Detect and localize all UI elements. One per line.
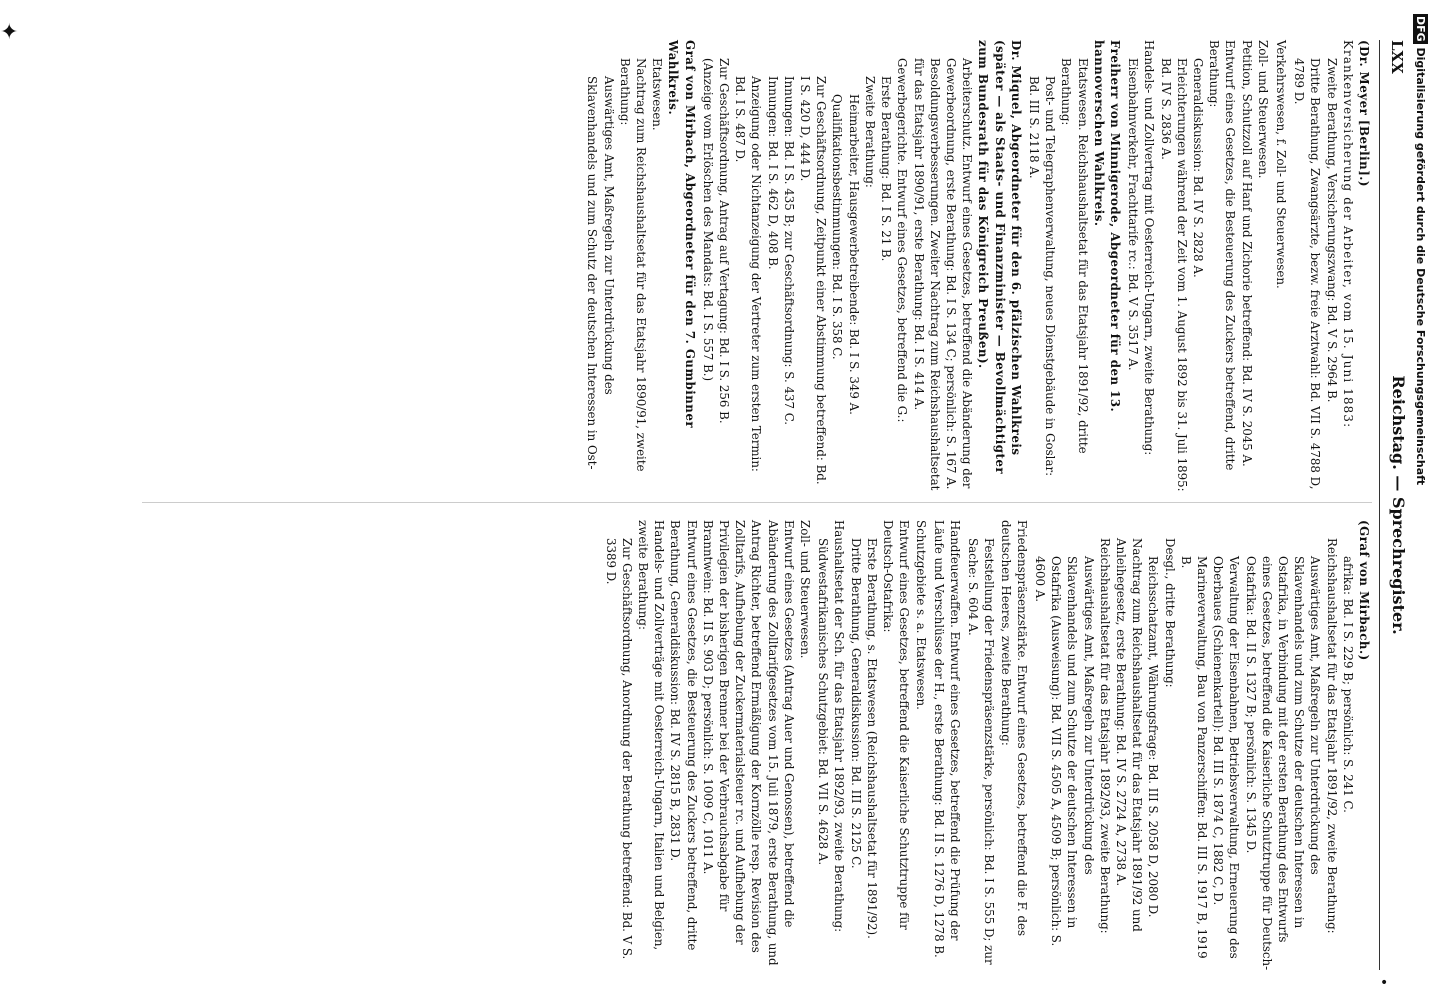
register-line: Reichsschatzamt, Währungsfrage: Bd. III S. 2058 D, 2080 D. bbox=[1146, 556, 1161, 918]
register-line: Zur Geschäftsordnung, Zeitpunkt einer Abstimmung betreffend: Bd. I S. 420 D, 444 D. bbox=[798, 76, 829, 485]
register-entry bbox=[1273, 40, 1289, 492]
register-line: Handels- und Zollverträge mit Oesterreich-Ungarn, Italien und Belgien, zweite Berathung: bbox=[636, 520, 667, 951]
page-number: LXX bbox=[1388, 40, 1406, 74]
register-line: Gewerbegerichte. Entwurf eines Gesetzes, betreffend die G.: bbox=[895, 58, 910, 423]
register-entry bbox=[1291, 40, 1372, 492]
register-line: Erste Berathung, s. Etatswesen (Reichshaushaltsetat für 1891/92). bbox=[864, 538, 879, 939]
register-line: Südwestafrikanisches Schutzgebiet: Bd. VII S. 4628 A. bbox=[816, 538, 831, 866]
running-title: Reichstag. — Sprechregister. bbox=[1389, 375, 1408, 635]
register-line: Auswärtiges Amt, Maßregeln zur Unterdrückung des Sklavenhandels und zum Schutze der deutschen Interessen in Ostafrika (Ausweisung): Bd. VII S. 4505 A, 4509 B; persönlich: S. 4600 A. bbox=[1032, 556, 1096, 947]
register-line: Petition, Schutzzoll auf Hanf und Zichorie betreffend: Bd. IV S. 2045 A. bbox=[1239, 40, 1254, 467]
register-line: afrika: Bd. I S. 229 B; persönlich: S. 241 C. bbox=[1340, 556, 1355, 813]
register-entry bbox=[815, 520, 928, 972]
register-line: Zur Geschäftsordnung, Antrag auf Vertagung: Bd. I S. 256 B. bbox=[717, 58, 732, 424]
register-line: Krankenversicherung der Arbeiter, vom 15. Juni 1883: bbox=[1340, 40, 1355, 429]
register-entry bbox=[931, 520, 963, 972]
register-entry bbox=[584, 40, 697, 492]
register-line: Generaldiskussion: Bd. IV S. 2828 A. bbox=[1190, 58, 1205, 278]
register-line: Entwurf eines Gesetzes, die Besteuerung des Zuckers betreffend, dritte Berathung, Generaldiskussion: Bd. IV S. 2815 B, 2831 D. bbox=[668, 520, 699, 951]
register-entry bbox=[602, 520, 813, 972]
register-line: Desgl., dritte Berathung: bbox=[1162, 538, 1177, 688]
register-line: Auswärtiges Amt, Maßregeln zur Unterdrückung des Sklavenhandels und zum Schutz der deutschen Interessen in Ost- bbox=[585, 76, 616, 470]
register-line: Feststellung der Friedenspräsenzstärke, persönlich: Bd. I S. 555 D; zur Sache: S. 604 A. bbox=[966, 538, 997, 965]
register-line: Zur Geschäftsordnung, Anordnung der Berathung betreffend: Bd. V S. 3389 D. bbox=[603, 538, 634, 960]
register-line: Reichshaushaltsetat für das Etatsjahr 1892/93, zweite Berathung: bbox=[1097, 538, 1112, 934]
register-entry bbox=[1125, 40, 1271, 492]
register-entry bbox=[965, 520, 1030, 972]
register-line: Verkehrswesen, f. Zoll- und Steuerwesen. bbox=[1273, 40, 1288, 289]
register-line: Zweite Berathung, Versicherungszwang: Bd. V S. 2964 B. bbox=[1324, 58, 1339, 403]
register-line: Marineverwaltung, Bau von Panzerschiffen: Bd. III S. 1917 B, 1919 B. bbox=[1178, 556, 1209, 959]
speaker-heading: Graf von Mirbach, Abgeordneter für den 7. Gumbinner Wahlkreis. bbox=[666, 40, 697, 429]
register-line: Nachtrag zum Reichshaushaltsetat für das Etatsjahr 1890/91, zweite Berathung: bbox=[617, 58, 649, 472]
register-line: Entwurf eines Gesetzes, betreffend die Kaiserliche Schutztruppe für Deutsch-Ostafrika: bbox=[881, 520, 912, 930]
register-line: Anzeigung oder Nichtanzeigung der Vertreter zum ersten Termin: Bd. I S. 487 D. bbox=[733, 76, 764, 472]
register-entry bbox=[700, 40, 1024, 492]
register-line: Erleichterungen während der Zeit vom 1. August 1892 bis 31. Juli 1895: Bd. IV S. 2836 A. bbox=[1158, 58, 1189, 492]
header-rule bbox=[1379, 40, 1380, 970]
register-line: (Anzeige vom Erlöschen des Mandats: Bd. I S. 557 B.) bbox=[700, 58, 715, 382]
speaker-heading: Dr. Miquel, Abgeordneter für den 6. pfälzischen Wahlkreis (später — als Staats- und Finanzminister — Bevollmächtigter zum Bundesrath für das Königreich Preußen). bbox=[976, 40, 1023, 475]
register-line: Arbeiterschutz. Entwurf eines Gesetzes, betreffend die Abänderung der Gewerbeordnung, erste Berathung: Bd. I S. 134 C; persönlich: S. 167 A. bbox=[943, 58, 975, 490]
register-line: Entwurf eines Gesetzes, die Besteuerung des Zuckers betreffend, dritte Berathung: bbox=[1207, 40, 1238, 471]
register-line: Dritte Berathung, Zwangsärzte, bezw. freie Arztwahl: Bd. VII S. 4788 D, 4789 D. bbox=[1292, 58, 1323, 490]
dfg-logo: DFG bbox=[1414, 16, 1427, 42]
speaker-heading: Freiherr von Minnigerode, Abgeordneter für den 13. hannoverschen Wahlkreis. bbox=[1091, 40, 1122, 413]
register-line: Besoldungsverbesserungen. Zweiter Nachtrag zum Reichshaushaltsetat für das Etatsjahr 1890/91, erste Berathung: Bd. I S. 414 A. bbox=[911, 58, 942, 491]
scan-corner-mark-icon: ✦ bbox=[0, 20, 19, 45]
register-line: Entwurf eines Gesetzes (Antrag Auer und Genossen), betreffend die Abänderung des Zolltarifgesetzes vom 15. Juli 1879, erste Berathung, und Antrag Richter, betreffend Ermäßigung der Kornzölle resp. Revision des Zolltarifs, Aufhebung der Zuckermaterialsteuer rc. und Aufhebung der Privilegien der bisherigen Brenner bei der Verbrauchsabgabe für Branntwein: Bd. II S. 903 D; persönlich: S. 1009 C, 1011 A. bbox=[700, 520, 796, 966]
register-line: Auswärtiges Amt, Maßregeln zur Unterdrückung des Sklavenhandels und zum Schutze der deutschen Interessen in Ostafrika, in Verbindung mit der ersten Berathung des Entwurfs eines Gesetzes, betreffend die Kaiserliche Schutztruppe für Deutsch-Ostafrika: Bd. II S. 1327 B; persönlich: S. 1345 D. bbox=[1243, 556, 1323, 971]
register-line: Etatswesen. bbox=[650, 58, 665, 131]
scan-speck-icon: • bbox=[1380, 975, 1389, 991]
register-line: Verwaltung der Eisenbahnen, Betriebsverwaltung, Erneuerung des Oberbaues (Schienenkartell): Bd. III S. 1874 C, 1882 C, D. bbox=[1211, 556, 1242, 959]
register-line: Zweite Berathung: bbox=[862, 76, 877, 188]
register-line: Etatswesen. Reichshaushaltsetat für das Etatsjahr 1891/92, dritte Berathung: bbox=[1059, 58, 1090, 454]
register-line: Handels- und Zollvertrag mit Oesterreich-Ungarn, zweite Berathung: bbox=[1142, 40, 1157, 456]
register-line: Heimarbeiter, Hausgewerbetreibende: Bd. I S. 349 A. bbox=[846, 94, 861, 415]
register-line: Friedenspräsenzstärke. Entwurf eines Gesetzes, betreffend die F. des deutschen Heeres, zweite Berathung: bbox=[998, 520, 1029, 937]
register-line: Qualifikationsbestimmungen: Bd. I S. 358 C. bbox=[830, 94, 845, 360]
register-line: Zoll- und Steuerwesen. bbox=[1255, 40, 1270, 179]
register-entry bbox=[1032, 520, 1372, 972]
register-entry bbox=[1026, 40, 1123, 492]
column-divider bbox=[142, 502, 1372, 503]
register-line: Dritte Berathung, Generaldiskussion: Bd. III S. 2125 C. bbox=[848, 538, 863, 869]
register-line: Reichshaushaltsetat für das Etatsjahr 1891/92, zweite Berathung: bbox=[1324, 538, 1339, 934]
register-line: Post- und Telegraphenverwaltung, neues Dienstgebäude in Goslar: Bd. III S. 2118 A. bbox=[1026, 76, 1058, 477]
digitization-margin bbox=[1400, 0, 1432, 1000]
right-column bbox=[600, 520, 1372, 972]
left-column bbox=[582, 40, 1372, 492]
register-line: (Graf von Mirbach.) bbox=[1357, 520, 1371, 661]
register-line: Zoll- und Steuerwesen. bbox=[798, 520, 813, 659]
digitization-note bbox=[1404, 10, 1428, 990]
register-line: (Dr. Meyer [Berlin].) bbox=[1357, 40, 1371, 187]
register-line: Handfeuerwaffen. Entwurf eines Gesetzes, betreffend die Prüfung der Läufe und Verschlüsse der H., erste Berathung: Bd. II S. 1276 D, 1278 B. bbox=[931, 520, 962, 958]
register-line: Eisenbahnverkehr, Frachttarife rc.: Bd. V S. 3517 A. bbox=[1126, 58, 1141, 371]
register-line: Innungen: Bd. I S. 435 B; zur Geschäftsordnung: S. 437 C. bbox=[781, 76, 796, 426]
register-line: Nachtrag zum Reichshaushaltsetat für das Etatsjahr 1891/92 und Anleihegesetz, erste Berathung: Bd. IV S. 2724 A, 2738 A. bbox=[1113, 538, 1145, 932]
register-line: Schutzgebiete s. a. Etatswesen. bbox=[913, 520, 928, 710]
digitization-text: Digitalisierung gefördert durch die Deutsche Forschungsgemeinschaft bbox=[1414, 47, 1427, 486]
register-line: Haushaltsetat der Sch. für das Etatsjahr 1892/93, zweite Berathung: bbox=[832, 520, 847, 933]
register-line: Innungen: Bd. I S. 462 D, 408 B. bbox=[765, 76, 780, 270]
register-line: Erste Berathung: Bd. I S. 21 B. bbox=[879, 76, 894, 262]
